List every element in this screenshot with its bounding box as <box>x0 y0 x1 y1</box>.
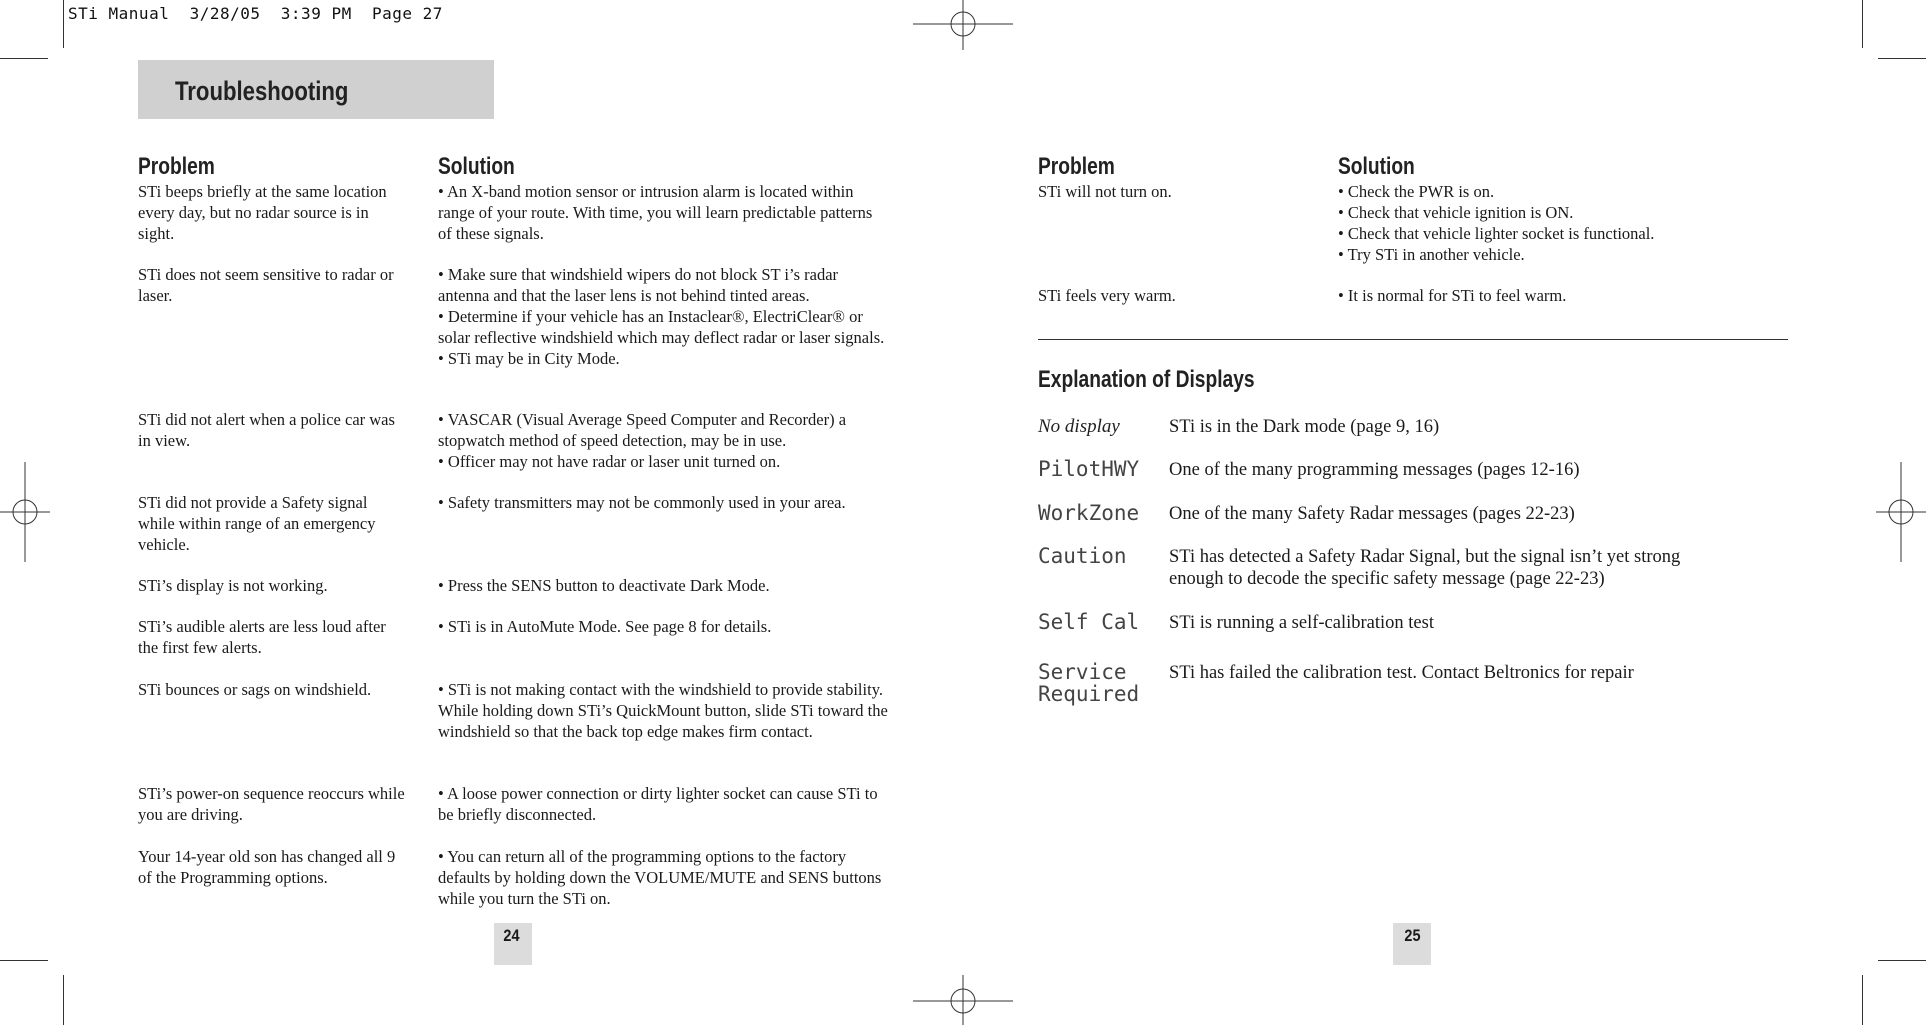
problem-text: STi will not turn on. <box>1038 182 1172 201</box>
solution-line: • Determine if your vehicle has an Instaclear®, ElectriClear® or solar reflective windshield which may deflect radar or laser signals. <box>438 307 885 347</box>
solution-line: • Safety transmitters may not be commonly used in your area. <box>438 493 846 512</box>
solution-line: • STi is not making contact with the windshield to provide stability. While holding down STi’s QuickMount button, slide STi toward the windshield so that the back top edge makes firm contact. <box>438 680 888 741</box>
problem-text: STi does not seem sensitive to radar or laser. <box>138 265 394 305</box>
problem-header: Problem <box>138 153 215 180</box>
display-description: STi is in the Dark mode (page 9, 16) <box>1169 417 1440 437</box>
problem-text: STi feels very warm. <box>1038 286 1176 305</box>
solution-header: Solution <box>438 153 515 180</box>
problem-text: STi did not provide a Safety signal while within range of an emergency vehicle. <box>138 493 376 554</box>
solution-line: • Try STi in another vehicle. <box>1338 245 1525 264</box>
solution-text <box>438 616 888 637</box>
section-divider <box>1038 339 1788 340</box>
solution-line: • It is normal for STi to feel warm. <box>1338 286 1567 305</box>
solution-text <box>438 783 888 825</box>
solution-line: • Check the PWR is on. <box>1338 182 1495 201</box>
page-title: Troubleshooting <box>175 76 349 106</box>
solution-line: • Officer may not have radar or laser unit turned on. <box>438 452 781 471</box>
solution-text <box>1338 285 1788 306</box>
solution-line: • Check that vehicle lighter socket is functional. <box>1338 224 1655 243</box>
solution-text <box>438 409 888 472</box>
solution-text <box>438 492 888 513</box>
display-description: STi has failed the calibration test. Contact Beltronics for repair <box>1169 663 1634 683</box>
display-code: PilotHWY <box>1038 457 1140 481</box>
display-description: STi is running a self-calibration test <box>1169 613 1434 633</box>
display-code: Caution <box>1038 544 1127 568</box>
display-description: STi has detected a Safety Radar Signal, but the signal isn’t yet strong enough to decode the specific safety message (page 22-23) <box>1169 547 1681 589</box>
solution-text <box>438 575 888 596</box>
display-description: One of the many Safety Radar messages (pages 22-23) <box>1169 504 1575 524</box>
solution-line: • An X-band motion sensor or intrusion alarm is located within range of your route. With time, you will learn predictable patterns of these signals. <box>438 182 873 243</box>
page-number-right: 25 <box>1404 926 1421 945</box>
problem-text: STi did not alert when a police car was in view. <box>138 410 395 450</box>
registration-mark-left <box>0 462 50 562</box>
display-code: No display <box>1038 416 1120 437</box>
solution-text <box>438 264 888 369</box>
problem-text: STi’s audible alerts are less loud after the first few alerts. <box>138 617 386 657</box>
display-description: One of the many programming messages (pages 12-16) <box>1169 460 1580 480</box>
display-code: Self Cal <box>1038 610 1140 634</box>
problem-text: STi bounces or sags on windshield. <box>138 680 372 699</box>
solution-line: • VASCAR (Visual Average Speed Computer and Recorder) a stopwatch method of speed detection, may be in use. <box>438 410 847 450</box>
displays-title: Explanation of Displays <box>1038 366 1255 393</box>
display-code: WorkZone <box>1038 501 1140 525</box>
problem-text: STi beeps briefly at the same location every day, but no radar source is in sight. <box>138 182 387 243</box>
solution-text <box>438 679 888 742</box>
problem-text: Your 14-year old son has changed all 9 of the Programming options. <box>138 847 396 887</box>
solution-line: • STi is in AutoMute Mode. See page 8 for details. <box>438 617 772 636</box>
problem-text: STi’s display is not working. <box>138 576 328 595</box>
problem-text: STi’s power-on sequence reoccurs while you are driving. <box>138 784 405 824</box>
page-number-left: 24 <box>503 926 520 945</box>
solution-text <box>438 846 888 909</box>
solution-line: • You can return all of the programming options to the factory defaults by holding down the VOLUME/MUTE and SENS buttons while you turn the STi on. <box>438 847 882 908</box>
registration-mark-bottom <box>913 975 1013 1025</box>
problem-header-right: Problem <box>1038 153 1115 180</box>
printer-slug: STi Manual 3/28/05 3:39 PM Page 27 <box>68 4 443 23</box>
display-code: Service Required <box>1038 660 1140 706</box>
solution-line: • Check that vehicle ignition is ON. <box>1338 203 1574 222</box>
solution-line: • Press the SENS button to deactivate Dark Mode. <box>438 576 770 595</box>
solution-line: • STi may be in City Mode. <box>438 349 620 368</box>
registration-mark-right <box>1876 462 1926 562</box>
solution-text <box>1338 181 1788 265</box>
registration-mark-top <box>913 0 1013 50</box>
solution-line: • Make sure that windshield wipers do not block ST i’s radar antenna and that the laser lens is not behind tinted areas. <box>438 265 839 305</box>
solution-line: • A loose power connection or dirty lighter socket can cause STi to be briefly disconnected. <box>438 784 878 824</box>
solution-header-right: Solution <box>1338 153 1415 180</box>
solution-text <box>438 181 888 244</box>
